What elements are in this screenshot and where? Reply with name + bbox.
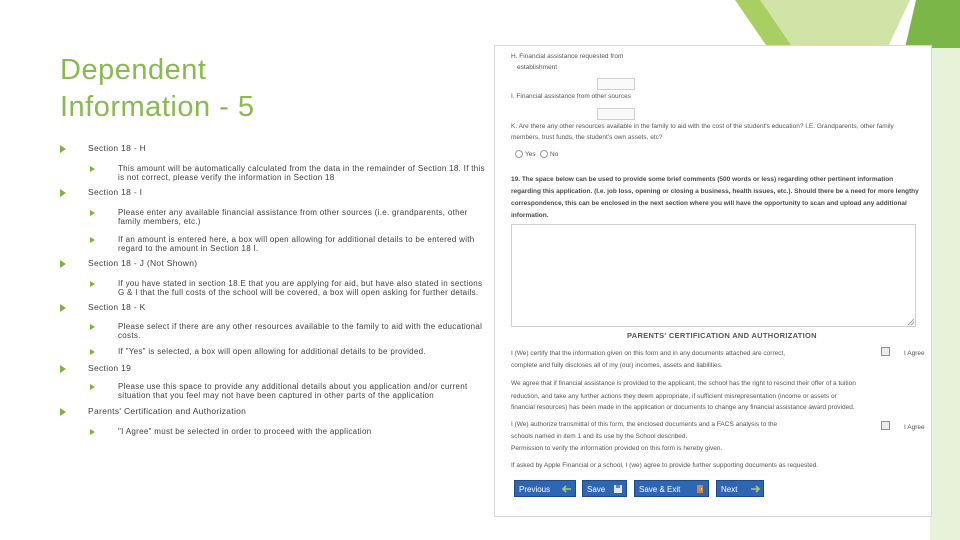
bullet-item <box>90 347 485 356</box>
agreement-text: reduction, and take any further actions they deem appropriate, if sufficient misrepresentation (income or assets or <box>511 393 837 400</box>
decor-shape <box>905 0 960 48</box>
decor-strip <box>930 48 960 540</box>
bullet-item <box>60 364 460 373</box>
radio-no[interactable] <box>540 150 558 160</box>
bullet-item <box>90 382 485 400</box>
section-h-label-cont: establishment <box>517 64 558 71</box>
bullet-text: Section 18 - I <box>88 187 143 197</box>
bullet-arrow-icon <box>90 384 95 390</box>
radio-button[interactable] <box>540 150 548 158</box>
section-h-label: H. Financial assistance requested from <box>511 53 624 60</box>
bullet-item <box>60 144 460 153</box>
bullet-arrow-icon <box>90 429 95 435</box>
agreement-text: We agree that if financial assistance is provided to the applicant, the school has the right to rescind their offer of a tuition <box>511 380 856 387</box>
bullet-arrow-icon <box>60 365 66 373</box>
bullet-text: If you have stated in section 18.E that you are applying for aid, but have also stated in sections G & I that the full costs of the school will be covered, a box will open asking for further details. <box>118 279 483 297</box>
bullet-text: If "Yes" is selected, a box will open allowing for additional details to be provided. <box>118 347 426 356</box>
supporting-docs-text: If asked by Apple Financial or a school, I (we) agree to provide further supporting documents as requested. <box>511 462 819 469</box>
save-exit-button[interactable] <box>634 480 709 497</box>
section-19-text: regarding this application. (I.e. job loss, opening or closing a business, health issues, etc.). Should there be a need for more lengthy <box>511 188 919 195</box>
radio-no-label: No <box>550 151 559 158</box>
certification-text: I (We) certify that the information given on this form and in any documents attached are correct, <box>511 350 786 357</box>
bullet-arrow-icon <box>60 189 66 197</box>
agree-checkbox-2[interactable] <box>881 421 890 430</box>
slide-title <box>60 52 440 126</box>
bullet-text: Section 18 - J (Not Shown) <box>88 258 198 268</box>
section-19-text: correspondence, this can be enclosed in the next section where you will have the opportunity to scan and upload any additional <box>511 200 907 207</box>
section-k-label-cont: members, trust funds, the student's own assets, etc? <box>511 134 663 141</box>
agree-label-2: I Agree <box>904 424 925 431</box>
section-19-text: information. <box>511 212 549 219</box>
bullet-item <box>60 259 460 268</box>
comments-textarea[interactable] <box>511 224 916 327</box>
application-form-panel <box>494 45 932 517</box>
bullet-arrow-icon <box>60 260 66 268</box>
back-arrow-icon <box>562 484 572 494</box>
radio-yes[interactable] <box>515 150 536 160</box>
bullet-item <box>90 427 485 436</box>
bullet-text: Section 19 <box>88 363 132 373</box>
bullet-item <box>60 303 460 312</box>
bullet-arrow-icon <box>90 281 95 287</box>
bullet-item <box>60 188 460 197</box>
bullet-arrow-icon <box>90 210 95 216</box>
bullet-item <box>90 322 485 340</box>
other-sources-field[interactable] <box>597 108 635 120</box>
authorization-text: schools named in item 1 and its use by the School described. <box>511 433 688 440</box>
forward-arrow-icon <box>750 484 760 494</box>
bullet-text: If an amount is entered here, a box will open allowing for additional details to be entered with regard to the amount in Section 18 I. <box>118 235 475 253</box>
previous-button[interactable] <box>514 480 576 497</box>
agree-label-1: I Agree <box>904 350 925 357</box>
bullet-item <box>90 279 485 297</box>
bullet-arrow-icon <box>60 145 66 153</box>
radio-button[interactable] <box>515 150 523 158</box>
certification-heading: PARENTS' CERTIFICATION AND AUTHORIZATION <box>627 331 817 340</box>
agree-checkbox-1[interactable] <box>881 347 890 356</box>
save-label: Save <box>587 485 606 494</box>
bullet-text: Parents' Certification and Authorization <box>88 406 247 416</box>
permission-text: Permission to verify the information provided on this form is hereby given. <box>511 445 723 452</box>
bullet-item <box>60 407 460 416</box>
financial-assistance-requested-field[interactable] <box>597 78 635 90</box>
bullet-arrow-icon <box>60 408 66 416</box>
certification-text: complete and fully discloses all of my (our) incomes, assets and liabilities. <box>511 362 723 369</box>
authorization-text: I (We) authorize transmittal of this form, the enclosed documents and a FACS analysis to the <box>511 421 778 428</box>
bullet-text: Section 18 - K <box>88 302 146 312</box>
bullet-arrow-icon <box>90 349 95 355</box>
bullet-text: "I Agree" must be selected in order to proceed with the application <box>118 427 372 436</box>
resize-handle-icon[interactable] <box>908 319 914 325</box>
bullet-item <box>90 208 485 226</box>
exit-door-icon <box>695 484 705 494</box>
bullet-text: This amount will be automatically calculated from the data in the remainder of Section 18. If this is not correct, please verify the information in Section 18 <box>118 164 485 182</box>
bullet-item <box>90 235 485 253</box>
slide-title-line: Information - 5 <box>60 91 255 123</box>
bullet-text: Section 18 - H <box>88 143 147 153</box>
agreement-text: financial resources) has been made in the application or documents to change any financial assistance award provided. <box>511 404 855 411</box>
section-k-label: K. Are there any other resources available in the family to aid with the cost of the student's education? I.E. Grandparents, other family <box>511 123 894 130</box>
save-button[interactable] <box>582 480 627 497</box>
radio-yes-label: Yes <box>525 151 536 158</box>
previous-label: Previous <box>519 485 551 494</box>
bullet-text: Please enter any available financial assistance from other sources (i.e. grandparents, other family members, etc.) <box>118 208 468 226</box>
next-button[interactable] <box>716 480 764 497</box>
bullet-arrow-icon <box>90 166 95 172</box>
bullet-arrow-icon <box>60 304 66 312</box>
floppy-disk-icon <box>613 484 623 494</box>
section-19-text: 19. The space below can be used to provide some brief comments (500 words or less) regarding other pertinent information <box>511 176 894 183</box>
section-i-label: I. Financial assistance from other sources <box>511 93 631 100</box>
slide-title-line: Dependent <box>60 54 207 86</box>
bullet-arrow-icon <box>90 237 95 243</box>
bullet-arrow-icon <box>90 324 95 330</box>
bullet-text: Please select if there are any other resources available to the family to aid with the educational costs. <box>118 322 483 340</box>
next-label: Next <box>721 485 738 494</box>
bullet-text: Please use this space to provide any additional details about you application and/or current situation that you feel may not have been captured in other parts of the application <box>118 382 468 400</box>
bullet-item <box>90 164 485 182</box>
save-exit-label: Save & Exit <box>639 485 681 494</box>
